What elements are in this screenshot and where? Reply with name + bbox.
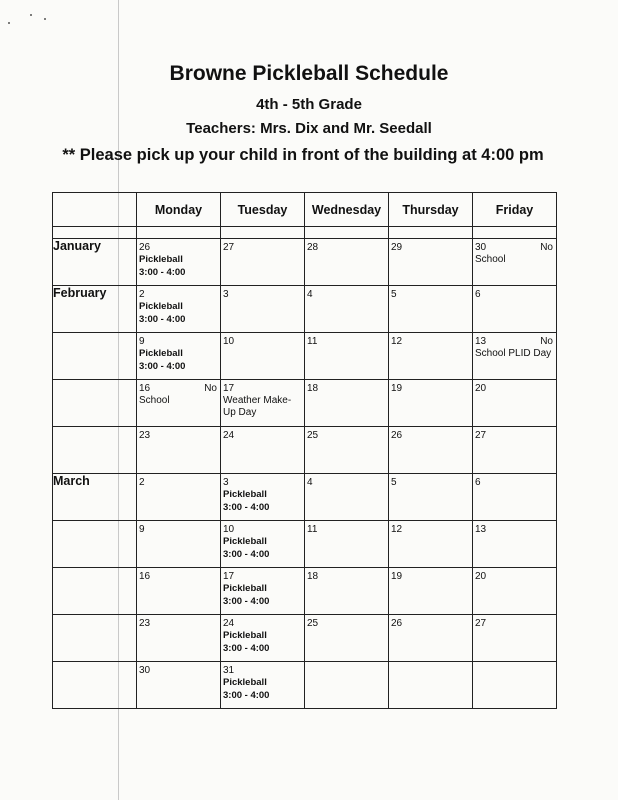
day-number: 18 (307, 571, 319, 582)
day-cell-top (389, 427, 472, 442)
day-cell-monday (137, 380, 221, 427)
schedule-table (52, 192, 557, 709)
day-cell-friday (473, 521, 557, 568)
day-cell-top (221, 474, 304, 489)
pickleball-event-label: Pickleball (139, 254, 183, 265)
scan-speck (44, 18, 46, 20)
day-cell-top (473, 474, 556, 489)
day-number: 17 (223, 571, 235, 582)
corner-cell (53, 193, 137, 227)
day-cell-thursday (389, 333, 473, 380)
day-cell-top (473, 615, 556, 630)
header-row (53, 193, 557, 227)
month-label: January (53, 239, 137, 286)
day-number: 3 (223, 477, 229, 488)
day-number: 6 (475, 477, 481, 488)
day-cell-tuesday (221, 333, 305, 380)
month-label (53, 568, 137, 615)
day-cell-top (137, 568, 220, 583)
pickleball-event-label: Pickleball (223, 583, 267, 594)
day-cell-tuesday (221, 380, 305, 427)
month-label (53, 380, 137, 427)
day-number: 24 (223, 430, 235, 441)
day-cell-friday (473, 568, 557, 615)
pickleball-event-time: 3:00 - 4:00 (223, 549, 270, 560)
pickleball-event-label: Pickleball (139, 301, 183, 312)
day-cell-tuesday (221, 239, 305, 286)
day-number: 18 (307, 383, 319, 394)
day-number: 17 (223, 383, 235, 394)
day-number: 23 (139, 430, 151, 441)
day-cell-top (473, 521, 556, 536)
day-cell-top (389, 239, 472, 254)
day-number: 23 (139, 618, 151, 629)
day-cell-top (473, 333, 556, 348)
day-cell-top (305, 427, 388, 442)
day-cell-monday (137, 333, 221, 380)
day-cell-top (389, 615, 472, 630)
week-row (53, 427, 557, 474)
day-number: 2 (139, 289, 145, 300)
day-cell-top (389, 568, 472, 583)
day-number: 26 (139, 242, 151, 253)
day-cell-thursday (389, 615, 473, 662)
day-cell-tuesday (221, 568, 305, 615)
day-number: 30 (139, 665, 151, 676)
day-number: 16 (139, 383, 151, 394)
day-number: 6 (475, 289, 481, 300)
day-cell-thursday (389, 521, 473, 568)
week-row (53, 568, 557, 615)
day-number: 13 (475, 524, 487, 535)
day-cell-monday (137, 615, 221, 662)
day-number: 20 (475, 571, 487, 582)
day-cell-top (221, 333, 304, 348)
page-title: Browne Pickleball Schedule (169, 62, 449, 85)
pickleball-event-time: 3:00 - 4:00 (139, 314, 186, 325)
no-school-note: No (204, 383, 217, 394)
day-number: 11 (307, 524, 318, 535)
day-cell-thursday (389, 662, 473, 709)
day-cell-top (305, 615, 388, 630)
day-cell-top (473, 239, 556, 254)
day-cell-tuesday (221, 615, 305, 662)
day-cell-wednesday (305, 239, 389, 286)
day-cell-top (305, 333, 388, 348)
day-cell-top (137, 427, 220, 442)
day-cell-thursday (389, 380, 473, 427)
day-number: 4 (307, 477, 313, 488)
month-label: March (53, 474, 137, 521)
week-row (53, 239, 557, 286)
day-cell-friday (473, 615, 557, 662)
pickleball-event-label: Pickleball (223, 677, 267, 688)
day-number: 12 (391, 524, 403, 535)
day-cell-top (305, 239, 388, 254)
day-cell-friday (473, 427, 557, 474)
day-cell-thursday (389, 474, 473, 521)
day-cell-top (305, 521, 388, 536)
day-number: 2 (139, 477, 145, 488)
day-note: School (139, 395, 170, 406)
month-label (53, 427, 137, 474)
pickleball-event-time: 3:00 - 4:00 (223, 502, 270, 513)
day-cell-top (305, 286, 388, 301)
day-cell-monday (137, 521, 221, 568)
teachers-line: Teachers: Mrs. Dix and Mr. Seedall (186, 120, 432, 137)
week-row (53, 662, 557, 709)
pickleball-event-time: 3:00 - 4:00 (223, 643, 270, 654)
day-cell-top (305, 474, 388, 489)
day-cell-top (389, 286, 472, 301)
week-row (53, 615, 557, 662)
month-label (53, 662, 137, 709)
day-cell-wednesday (305, 521, 389, 568)
day-number: 10 (223, 524, 235, 535)
day-cell-top (137, 474, 220, 489)
day-cell-monday (137, 286, 221, 333)
day-number: 9 (139, 524, 145, 535)
day-number: 27 (475, 430, 487, 441)
pickleball-event-time: 3:00 - 4:00 (223, 596, 270, 607)
day-cell-friday (473, 333, 557, 380)
day-cell-top (221, 239, 304, 254)
day-cell-top (305, 380, 388, 395)
week-row (53, 474, 557, 521)
pickleball-event-label: Pickleball (139, 348, 183, 359)
day-number: 26 (391, 430, 403, 441)
scan-speck (30, 14, 32, 16)
day-number: 12 (391, 336, 403, 347)
day-cell-top (221, 427, 304, 442)
day-number: 19 (391, 571, 403, 582)
day-cell-top (389, 521, 472, 536)
column-header-monday: Monday (137, 193, 221, 227)
day-number: 26 (391, 618, 403, 629)
month-label: February (53, 286, 137, 333)
day-cell-tuesday (221, 286, 305, 333)
pickup-note: ** Please pick up your child in front of the building at 4:00 pm (62, 146, 544, 164)
day-cell-tuesday (221, 474, 305, 521)
day-cell-top (221, 286, 304, 301)
pickleball-event-time: 3:00 - 4:00 (139, 267, 186, 278)
pickleball-event-label: Pickleball (223, 536, 267, 547)
day-cell-top (137, 521, 220, 536)
day-cell-monday (137, 662, 221, 709)
day-note: School (475, 254, 506, 265)
day-number: 5 (391, 477, 397, 488)
day-cell-monday (137, 239, 221, 286)
day-number: 25 (307, 430, 319, 441)
day-number: 28 (307, 242, 319, 253)
day-cell-top (137, 239, 220, 254)
day-cell-top (389, 380, 472, 395)
day-cell-top (389, 474, 472, 489)
pickleball-event-label: Pickleball (223, 630, 267, 641)
day-cell-thursday (389, 286, 473, 333)
day-cell-top (137, 333, 220, 348)
day-cell-wednesday (305, 333, 389, 380)
day-cell-monday (137, 427, 221, 474)
day-cell-tuesday (221, 427, 305, 474)
month-label (53, 521, 137, 568)
day-cell-wednesday (305, 380, 389, 427)
day-cell-top (473, 380, 556, 395)
day-number: 19 (391, 383, 403, 394)
column-header-thursday: Thursday (389, 193, 473, 227)
day-cell-friday (473, 380, 557, 427)
day-number: 9 (139, 336, 145, 347)
day-number: 11 (307, 336, 318, 347)
day-cell-top (221, 380, 304, 395)
day-cell-top (305, 568, 388, 583)
month-label (53, 615, 137, 662)
day-note: School PLID Day (475, 348, 552, 359)
spacer-row (53, 227, 557, 239)
day-cell-tuesday (221, 662, 305, 709)
day-cell-friday (473, 474, 557, 521)
pickleball-event-label: Pickleball (223, 489, 267, 500)
no-school-note: No (540, 242, 553, 253)
day-cell-top (473, 427, 556, 442)
day-cell-thursday (389, 568, 473, 615)
day-cell-top (221, 568, 304, 583)
day-cell-wednesday (305, 427, 389, 474)
day-number: 27 (475, 618, 487, 629)
day-cell-top (221, 615, 304, 630)
pickleball-event-time: 3:00 - 4:00 (223, 690, 270, 701)
month-label (53, 333, 137, 380)
day-number: 20 (475, 383, 487, 394)
day-number: 29 (391, 242, 403, 253)
day-cell-top (473, 662, 556, 665)
column-header-friday: Friday (473, 193, 557, 227)
day-cell-wednesday (305, 474, 389, 521)
day-cell-friday (473, 662, 557, 709)
week-row (53, 286, 557, 333)
day-cell-top (473, 568, 556, 583)
no-school-note: No (540, 336, 553, 347)
day-number: 3 (223, 289, 229, 300)
day-cell-top (221, 662, 304, 677)
column-header-tuesday: Tuesday (221, 193, 305, 227)
day-number: 5 (391, 289, 397, 300)
day-cell-monday (137, 474, 221, 521)
day-cell-top (389, 333, 472, 348)
day-cell-top (473, 286, 556, 301)
day-number: 31 (223, 665, 235, 676)
day-cell-wednesday (305, 615, 389, 662)
day-cell-top (137, 615, 220, 630)
grade-subtitle: 4th - 5th Grade (256, 96, 362, 113)
day-cell-monday (137, 568, 221, 615)
day-cell-top (137, 286, 220, 301)
day-cell-top (389, 662, 472, 665)
day-cell-tuesday (221, 521, 305, 568)
day-cell-top (137, 380, 220, 395)
day-number: 24 (223, 618, 235, 629)
day-cell-wednesday (305, 568, 389, 615)
day-cell-top (221, 521, 304, 536)
week-row (53, 521, 557, 568)
day-number: 25 (307, 618, 319, 629)
day-cell-wednesday (305, 662, 389, 709)
day-number: 27 (223, 242, 235, 253)
day-number: 10 (223, 336, 235, 347)
scan-speck (8, 22, 10, 24)
day-number: 4 (307, 289, 313, 300)
day-number: 13 (475, 336, 487, 347)
day-cell-thursday (389, 427, 473, 474)
day-number: 16 (139, 571, 151, 582)
day-cell-top (137, 662, 220, 677)
day-cell-top (305, 662, 388, 665)
day-note: Weather Make-Up Day (223, 395, 292, 418)
day-cell-friday (473, 239, 557, 286)
week-row (53, 333, 557, 380)
pickleball-event-time: 3:00 - 4:00 (139, 361, 186, 372)
column-header-wednesday: Wednesday (305, 193, 389, 227)
day-cell-wednesday (305, 286, 389, 333)
day-cell-friday (473, 286, 557, 333)
week-row (53, 380, 557, 427)
day-cell-thursday (389, 239, 473, 286)
day-number: 30 (475, 242, 487, 253)
